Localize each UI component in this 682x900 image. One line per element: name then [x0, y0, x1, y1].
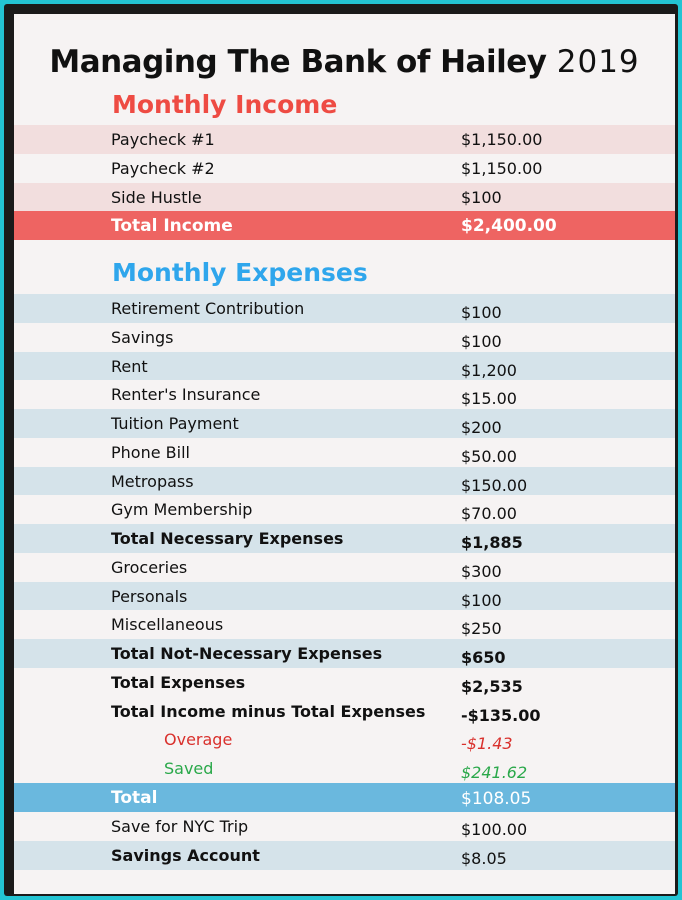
page-title — [14, 44, 675, 80]
expense-row — [14, 380, 675, 409]
row-label: Tuition Payment — [111, 414, 239, 433]
row-label: Phone Bill — [111, 443, 190, 462]
row-value: $1,150.00 — [461, 130, 543, 149]
row-label: Total Income — [111, 216, 233, 236]
row-value: $1,200 — [461, 361, 517, 380]
row-value: $250 — [461, 619, 502, 638]
row-value: $1,150.00 — [461, 159, 543, 178]
row-label: Total Not-Necessary Expenses — [111, 644, 383, 663]
net-row — [14, 697, 675, 726]
income-heading: Monthly Income — [112, 90, 338, 119]
row-label: Total Necessary Expenses — [111, 529, 344, 548]
income-row — [14, 125, 675, 154]
row-value: $108.05 — [461, 789, 532, 809]
row-label: Paycheck #1 — [111, 130, 215, 149]
row-label: Total Expenses — [111, 673, 246, 692]
row-value: $100.00 — [461, 820, 528, 839]
overage-row — [14, 725, 675, 754]
row-value: $50.00 — [461, 447, 517, 466]
document-frame — [4, 4, 678, 896]
expense-row — [14, 409, 675, 438]
row-value: $100 — [461, 303, 502, 322]
expense-row — [14, 610, 675, 639]
row-value: $241.62 — [461, 763, 528, 782]
row-value: $2,535 — [461, 677, 523, 696]
title-text: Managing The Bank of Hailey — [49, 44, 547, 80]
income-row — [14, 154, 675, 183]
expense-row — [14, 438, 675, 467]
expense-row — [14, 495, 675, 524]
row-label: Overage — [164, 730, 233, 749]
expense-row — [14, 553, 675, 582]
row-value: $200 — [461, 418, 502, 437]
row-value: $2,400.00 — [461, 216, 557, 236]
subtotal-row — [14, 639, 675, 668]
row-label: Gym Membership — [111, 500, 253, 519]
row-value: $100 — [461, 332, 502, 351]
row-value: $650 — [461, 648, 506, 667]
subtotal-row — [14, 668, 675, 697]
allocation-row — [14, 841, 675, 870]
total-income-row — [14, 211, 675, 240]
allocation-row — [14, 812, 675, 841]
row-label: Personals — [111, 587, 188, 606]
expense-row — [14, 294, 675, 323]
expenses-heading: Monthly Expenses — [112, 258, 368, 287]
title-year: 2019 — [556, 44, 640, 80]
row-label: Retirement Contribution — [111, 299, 305, 318]
row-label: Save for NYC Trip — [111, 817, 249, 836]
expense-row — [14, 352, 675, 381]
row-label: Rent — [111, 357, 148, 376]
budget-sheet — [14, 14, 675, 894]
row-label: Savings Account — [111, 846, 260, 865]
row-label: Renter's Insurance — [111, 385, 261, 404]
row-value: -$1.43 — [461, 734, 513, 753]
row-label: Total Income minus Total Expenses — [111, 702, 426, 721]
row-value: -$135.00 — [461, 706, 541, 725]
income-row — [14, 183, 675, 212]
expense-row — [14, 467, 675, 496]
row-value: $100 — [461, 591, 502, 610]
row-value: $150.00 — [461, 476, 528, 495]
row-label: Side Hustle — [111, 188, 202, 207]
row-value: $70.00 — [461, 504, 517, 523]
row-label: Paycheck #2 — [111, 159, 215, 178]
expense-row — [14, 582, 675, 611]
saved-row — [14, 754, 675, 783]
row-value: $15.00 — [461, 389, 517, 408]
row-value: $300 — [461, 562, 502, 581]
row-label: Groceries — [111, 558, 188, 577]
row-label: Total — [111, 788, 158, 808]
row-label: Saved — [164, 759, 214, 778]
row-value: $1,885 — [461, 533, 523, 552]
row-label: Metropass — [111, 472, 194, 491]
row-label: Miscellaneous — [111, 615, 224, 634]
row-value: $100 — [461, 188, 502, 207]
row-label: Savings — [111, 328, 174, 347]
subtotal-row — [14, 524, 675, 553]
expense-row — [14, 323, 675, 352]
row-value: $8.05 — [461, 849, 507, 868]
total-row — [14, 783, 675, 812]
